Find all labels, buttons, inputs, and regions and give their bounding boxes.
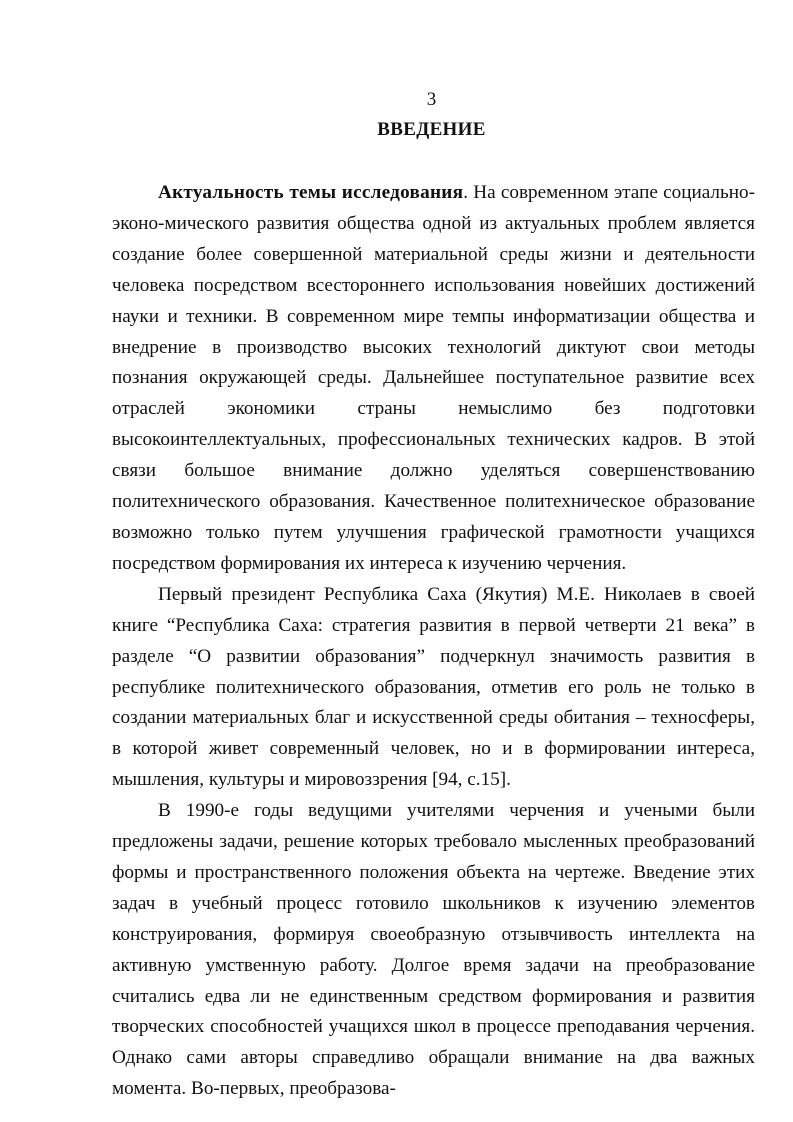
section-title: ВВЕДЕНИЕ bbox=[377, 119, 486, 140]
paragraph-relevance-text: . На современном этапе социально-эконо-мического развития общества одной из актуальных проблем является создание более совершенной материальной среды жизни и деятельности человека посредством всестороннего использования новейших достижений науки и техники. В современном мире темпы информатизации общества и внедрение в производство высоких технологий диктуют свои методы познания окружающей среды. Дальнейшее поступательное развитие всех отраслей экономики страны немыслимо без подготовки высокоинтеллектуальных, профессиональных технических кадров. В этой связи большое внимание должно уделяться совершенствованию политехнического образования. Качественное политехническое образование возможно только путем улучшения графической грамотности учащихся посредством формирования их интереса к изучению черчения. bbox=[112, 182, 755, 574]
paragraph-president: Первый президент Республика Саха (Якутия) М.Е. Николаев в своей книге “Республика Саха: стратегия развития в первой четверти 21 века” в разделе “О развитии образования” подчеркнул значимость развития в республике политехнического образования, отметив его роль не только в создании материальных благ и искусственной среды обитания – техносферы, в которой живет современный человек, но и в формировании интереса, мышления, культуры и мировоззрения [94, с.15]. bbox=[112, 583, 755, 791]
paragraph-relevance bbox=[112, 178, 755, 580]
paragraph-1990s: В 1990-е годы ведущими учителями черчения и учеными были предложены задачи, решение которых требовало мысленных преобразований формы и пространственного положения объекта на чертеже. Введение этих задач в учебный процесс готовило школьников к изучению элементов конструирования, формируя своеобразную отзывчивость интеллекта на активную умственную работу. Долгое время задачи на преобразование считались едва ли не единственным средством формирования и развития творческих способностей учащихся школ в процессе преподавания черчения. Однако сами авторы справедливо обращали внимание на два важных момента. Во-первых, преобразова- bbox=[112, 800, 755, 1100]
paragraph-lead-heading: Актуальность темы исследования bbox=[158, 182, 464, 203]
body-text bbox=[112, 178, 755, 1105]
page-number: 3 bbox=[426, 89, 437, 110]
